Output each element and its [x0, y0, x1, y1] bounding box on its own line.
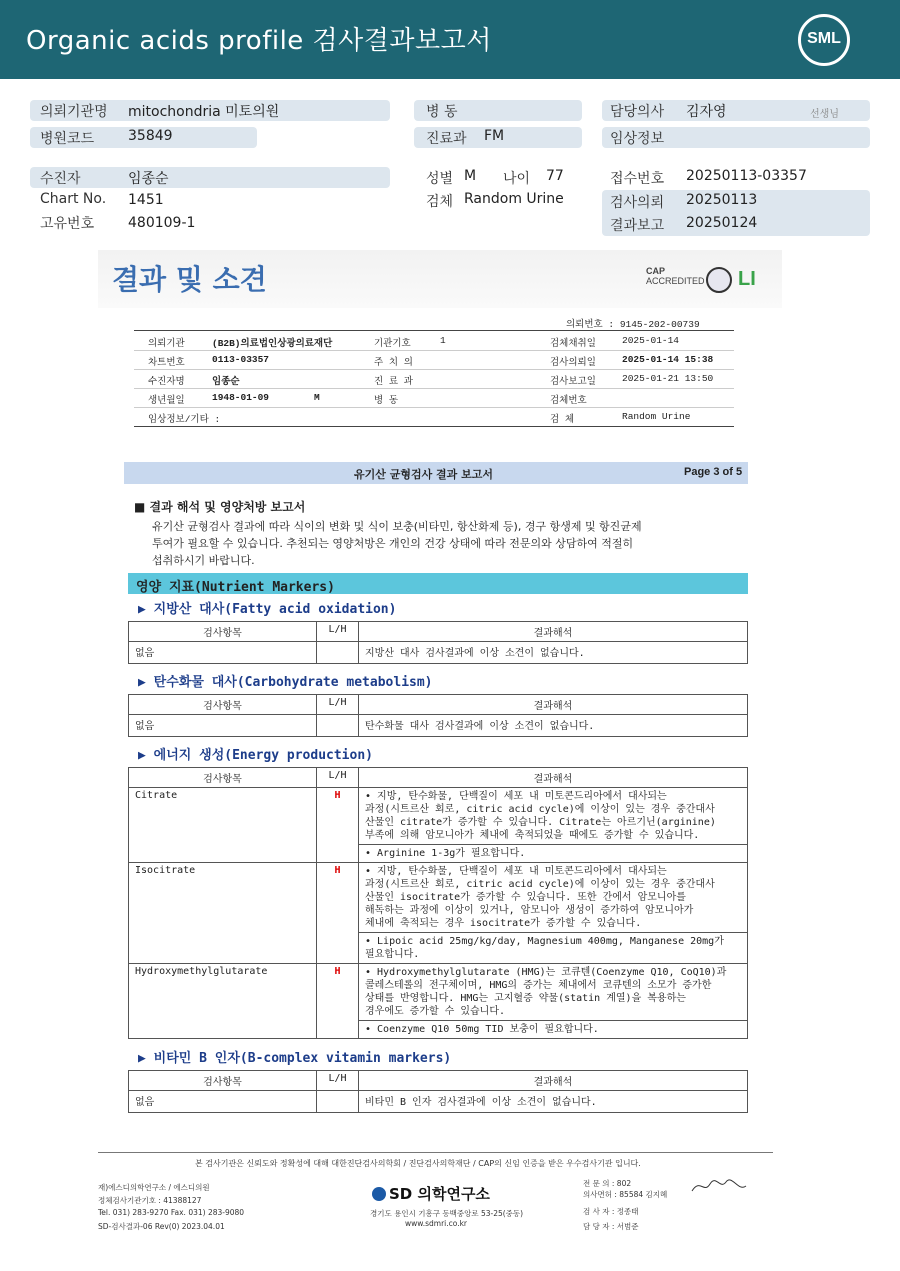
table-energy [128, 767, 748, 1039]
intro-line: 투여가 필요할 수 있습니다. 추천되는 영양처방은 개인의 건강 상태에 따라 전문의와 상담하여 적절히 [152, 537, 634, 550]
pt-value: 1948-01-09 [212, 392, 270, 403]
dept-value: FM [484, 128, 505, 144]
table-vitb [128, 1070, 748, 1113]
interp-cell [359, 964, 748, 1021]
flag-cell: H [317, 964, 359, 1039]
pt-label: 수진자명 [148, 376, 185, 387]
item-cell: Isocitrate [129, 863, 317, 964]
doctor-suffix: 선생님 [810, 109, 839, 120]
row-divider [134, 407, 734, 408]
specimen-label: 검체 [426, 194, 454, 210]
pt-label: 의뢰기관 [148, 338, 185, 349]
flag-cell: H [317, 863, 359, 964]
rx-line: • Lipoic acid 25mg/kg/day, Magnesium 400mg, Manganese 20mg가 [365, 936, 724, 947]
col-lh: L/H [317, 622, 359, 642]
table-fatty [128, 621, 748, 664]
interp-line: 경우에도 증가할 수 있습니다. [365, 1006, 506, 1017]
col-item: 검사항목 [129, 622, 317, 642]
col-interp: 결과해석 [359, 695, 748, 715]
interp-cell: 지방산 대사 검사결과에 이상 소견이 없습니다. [359, 642, 748, 664]
row-divider [134, 350, 734, 351]
uid-value: 480109-1 [128, 215, 196, 231]
signature-icon [690, 1176, 748, 1196]
pt-label: 병 동 [374, 395, 399, 406]
page-title: Organic acids profile 검사결과보고서 [26, 26, 492, 56]
sd-logo-icon [372, 1187, 386, 1201]
interp-line: 과정(시트르산 회로, citric acid cycle)에 이상이 있는 경우 중간대사 [365, 804, 715, 815]
footer-left-line: 정체검사기관기호 : 41388127 [98, 1196, 202, 1205]
pt-value: 2025-01-21 13:50 [622, 373, 714, 384]
flag-cell [317, 642, 359, 664]
flag-cell [317, 715, 359, 737]
pt-label: 임상정보/기타 : [148, 414, 221, 425]
recv-value: 20250113-03357 [686, 168, 807, 184]
footer-right-line: 담 당 자 : 서범준 [583, 1222, 639, 1231]
pt-label: 검사보고일 [550, 376, 596, 387]
interp-cell [359, 863, 748, 933]
footer-left-line: SD-검사결과-06 Rev(0) 2023.04.01 [98, 1222, 225, 1231]
cap-text: CAP [646, 266, 666, 276]
lab-logo-icon: LI [738, 268, 756, 290]
nutrient-bar-label: 영양 지표(Nutrient Markers) [136, 580, 335, 595]
report-header [98, 250, 782, 308]
row-divider [134, 369, 734, 370]
doctor-label: 담당의사 [610, 104, 665, 120]
patient-value: 임종순 [128, 171, 169, 187]
item-cell: Hydroxymethylglutarate [129, 964, 317, 1039]
rx-line: 필요합니다. [365, 949, 420, 960]
pt-label: 검 체 [550, 414, 575, 425]
report-date-label: 결과보고 [610, 218, 665, 234]
sml-logo [798, 14, 850, 66]
hosp-code-value: 35849 [128, 128, 173, 144]
chart-value: 1451 [128, 192, 164, 208]
rx-cell [359, 933, 748, 964]
page-indicator: Page 3 of 5 [684, 466, 743, 478]
interp-line: 산물인 citrate가 증가할 수 있습니다. Citrate는 아르기닌(arginine) [365, 817, 716, 828]
report-bar-title: 유기산 균형검사 결과 보고서 [354, 468, 493, 481]
rx-cell [359, 845, 748, 863]
cap-badge [646, 266, 705, 286]
dept-label: 진료과 [426, 131, 467, 147]
col-interp: 결과해석 [359, 768, 748, 788]
col-interp: 결과해석 [359, 1071, 748, 1091]
footer-right-line: 전 문 의 : 802 [583, 1179, 632, 1188]
request-no-label: 의뢰번호 : [566, 319, 615, 330]
sex-value: M [464, 168, 477, 184]
interp-line: 콜레스테롤의 전구체이며, HMG의 증가는 체내에서 코큐텐의 소모가 증가한 [365, 980, 712, 991]
hosp-code-label: 병원코드 [40, 131, 95, 147]
pt-value: 0113-03357 [212, 354, 270, 365]
interp-line: 체내에 축적되는 경우 isocitrate가 증가할 수 있습니다. [365, 918, 642, 929]
patient-bar [30, 167, 390, 188]
req-org-value: mitochondria 미토의원 [128, 104, 280, 120]
interp-line: 해독하는 과정에 이상이 있거나, 암모니아 생성이 증가하여 암모니아가 [365, 905, 694, 916]
recv-label: 접수번호 [610, 171, 665, 187]
category-fatty: ▶ 지방산 대사(Fatty acid oxidation) [138, 602, 397, 617]
age-value: 77 [546, 168, 564, 184]
table-carb [128, 694, 748, 737]
footer-right-line: 검 사 자 : 정종태 [583, 1207, 639, 1216]
interp-line: 부족에 의해 암모니아가 체내에 축적되었을 때에도 증가할 수 있습니다. [365, 830, 700, 841]
item-cell: 없음 [129, 642, 317, 664]
rx-line: • Coenzyme Q10 50mg TID 보충이 필요합니다. [365, 1024, 599, 1035]
item-cell: 없음 [129, 1091, 317, 1113]
category-carb: ▶ 탄수화물 대사(Carbohydrate metabolism) [138, 675, 433, 690]
uid-label: 고유번호 [40, 216, 95, 232]
pt-label: 검체번호 [550, 395, 587, 406]
col-interp: 결과해석 [359, 622, 748, 642]
item-cell: 없음 [129, 715, 317, 737]
item-cell: Citrate [129, 788, 317, 863]
footer-right-line: 의사면허 : 85584 김지혜 [583, 1190, 668, 1199]
report-title-bar [124, 462, 748, 484]
interp-line: 과정(시트르산 회로, citric acid cycle)에 이상이 있는 경우 중간대사 [365, 879, 715, 890]
interp-cell: 탄수화물 대사 검사결과에 이상 소견이 없습니다. [359, 715, 748, 737]
category-energy: ▶ 에너지 생성(Energy production) [138, 748, 373, 763]
pt-label: 기관기호 [374, 338, 411, 349]
header-bar [0, 0, 900, 79]
seal-icon [706, 267, 732, 293]
report-image [98, 250, 782, 1120]
footer-address: 경기도 용인시 기흥구 동백중앙로 53-25(중동) [370, 1209, 524, 1218]
pt-value: M [314, 392, 320, 403]
rx-line: • Arginine 1-3g가 필요합니다. [365, 848, 526, 859]
nutrient-bar [128, 573, 748, 594]
pt-value: 임종순 [212, 376, 240, 387]
pt-label: 진 료 과 [374, 376, 413, 387]
doctor-value: 김자영 [686, 104, 727, 120]
pt-label: 주 치 의 [374, 357, 413, 368]
age-label: 나이 [503, 171, 531, 187]
pt-value: Random Urine [622, 411, 691, 422]
row-divider [134, 388, 734, 389]
sd-brand: SD 의학연구소 [389, 1185, 490, 1203]
chart-label: Chart No. [40, 191, 107, 207]
rx-cell [359, 1021, 748, 1039]
section-heading: ■ 결과 해석 및 영양처방 보고서 [134, 500, 306, 514]
col-item: 검사항목 [129, 768, 317, 788]
request-number [566, 316, 700, 330]
interp-line: 상태를 반영합니다. HMG는 고지혈증 약물(statin 계열)을 복용하는 [365, 993, 686, 1004]
sd-logo [372, 1183, 490, 1204]
col-lh: L/H [317, 1071, 359, 1091]
interp-cell [359, 788, 748, 845]
interp-line: • 지방, 탄수화물, 단백질이 세포 내 미토콘드리아에서 대사되는 [365, 791, 667, 802]
report-date-value: 20250124 [686, 215, 758, 231]
pt-label: 차트번호 [148, 357, 185, 368]
footer-left-line: 재)에스디의학연구소 / 에스디의원 [98, 1183, 210, 1192]
patient-label: 수진자 [40, 171, 81, 187]
pt-label: 검사의뢰일 [550, 357, 596, 368]
interp-cell: 비타민 B 인자 검사결과에 이상 소견이 없습니다. [359, 1091, 748, 1113]
col-item: 검사항목 [129, 695, 317, 715]
footer-note: 본 검사기관은 신뢰도와 정확성에 대해 대한진단검사의학회 / 진단검사의학재단 / CAP의 신임 인증을 받은 우수검사기관 입니다. [195, 1159, 641, 1168]
intro-line: 섭취하시기 바랍니다. [152, 554, 255, 567]
pt-label: 검체채취일 [550, 338, 596, 349]
flag-cell [317, 1091, 359, 1113]
footer-web: www.sdmri.co.kr [405, 1219, 468, 1228]
pt-label: 생년월일 [148, 395, 185, 406]
request-no-value: 9145-202-00739 [619, 319, 700, 330]
footer-left-line: Tel. 031) 283-9270 Fax. 031) 283-9080 [98, 1208, 245, 1217]
col-item: 검사항목 [129, 1071, 317, 1091]
col-lh: L/H [317, 768, 359, 788]
ward-label: 병 동 [426, 104, 458, 120]
interp-line: • Hydroxymethylglutarate (HMG)는 코큐텐(Coenzyme Q10, CoQ10)과 [365, 967, 727, 978]
patient-table [134, 330, 734, 427]
footer-divider [98, 1152, 773, 1153]
pt-value: 1 [440, 335, 446, 346]
interp-line: • 지방, 탄수화물, 단백질이 세포 내 미토콘드리아에서 대사되는 [365, 866, 667, 877]
pt-value: (B2B)의료법인상광의료재단 [212, 338, 333, 349]
category-vitb: ▶ 비타민 B 인자(B-complex vitamin markers) [138, 1051, 452, 1066]
report-title: 결과 및 소견 [112, 263, 267, 296]
req-date-value: 20250113 [686, 192, 758, 208]
col-lh: L/H [317, 695, 359, 715]
specimen-value: Random Urine [464, 191, 564, 207]
interp-line: 산물인 isocitrate가 증가할 수 있습니다. 또한 간에서 암모니아를 [365, 892, 686, 903]
flag-cell: H [317, 788, 359, 863]
cap-sub: ACCREDITED [646, 276, 705, 286]
clinical-label: 임상정보 [610, 131, 665, 147]
req-date-label: 검사의뢰 [610, 195, 665, 211]
sex-label: 성별 [426, 171, 454, 187]
pt-value: 2025-01-14 15:38 [622, 354, 714, 365]
logo-text: SML [807, 30, 841, 47]
intro-line: 유기산 균형검사 결과에 따라 식이의 변화 및 식이 보충(비타민, 항산화제 등), 경구 항생제 및 항진균제 [152, 520, 642, 533]
req-org-label: 의뢰기관명 [40, 104, 108, 120]
pt-value: 2025-01-14 [622, 335, 680, 346]
